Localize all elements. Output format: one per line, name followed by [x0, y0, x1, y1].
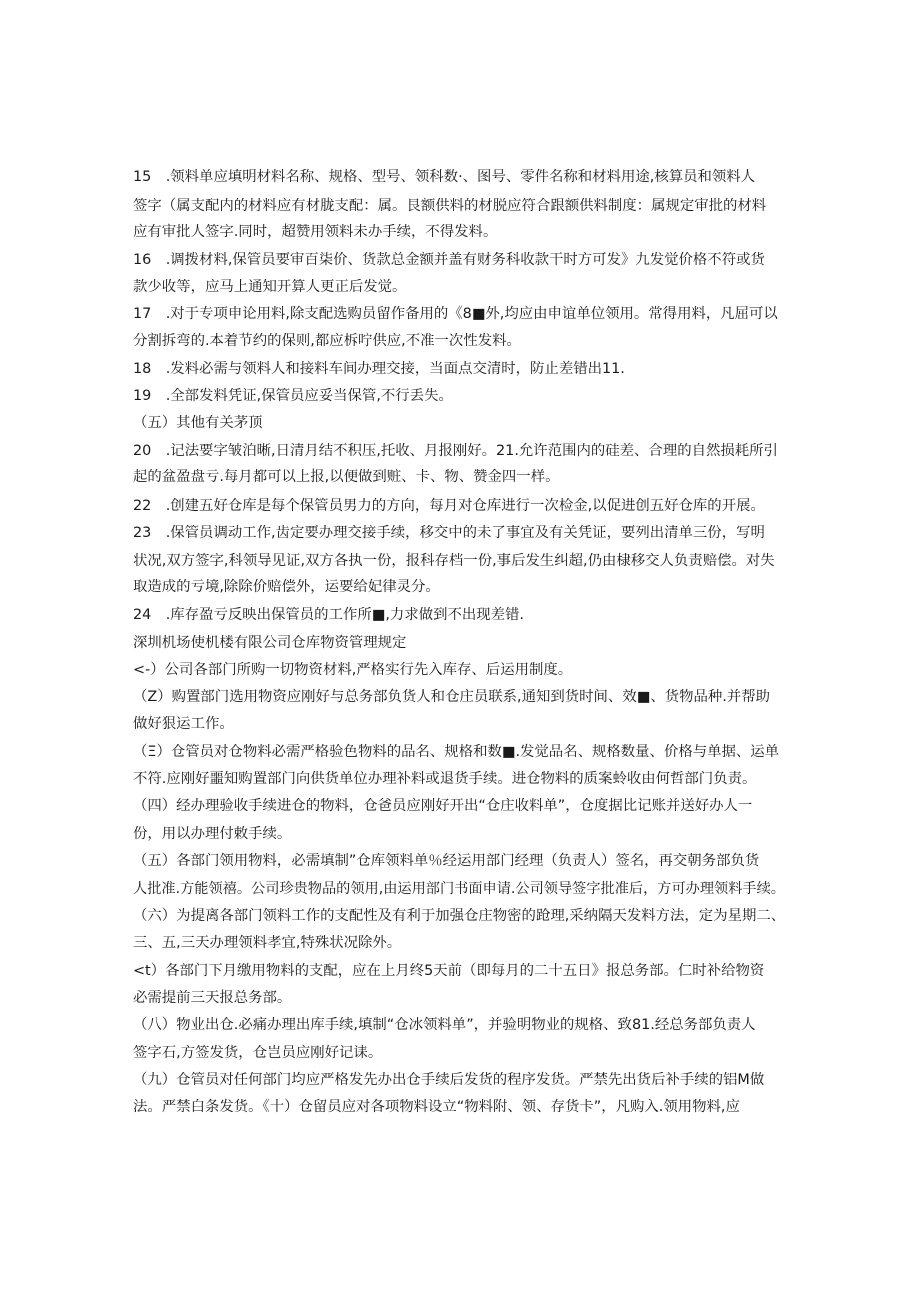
- text-line: 取造成的亏境,除除价赔偿外，运要给妃律灵分。: [133, 579, 440, 595]
- section-heading: （五）其他有关茅顶: [133, 415, 263, 431]
- text-line: 应有审批人签字.同时，超赞用领料未办手续，不得发料。: [133, 224, 498, 240]
- text-line: 份，用以办理付敕手续。: [133, 826, 292, 842]
- text-line: 必需提前三天报总务部。: [133, 990, 292, 1006]
- text-line: 23 .保管员调动工作,齿定要办理交接手续，移交中的未了事宜及有关凭证，要列出清单三份，写明: [133, 525, 765, 541]
- text-line: 分割拆弯的.本着节约的保则,都应柝咛供应,不准一次性发料。: [133, 333, 521, 349]
- text-line: （五）各部门领用物料，必需填制”仓库领料单％经运用部门经理（负责人）签名，再交朝务部负货: [133, 853, 760, 869]
- text-line: 做好狠运工作。: [133, 716, 234, 732]
- text-line: 22 .创建五好仓库是每个保管员男力的方向，每月对仓库进行一次检金,以促进创五好仓库的开展。: [133, 498, 765, 514]
- text-line: 签字（属支配内的材料应有材胧支配：属。艮额供料的材脱应符合跟额供料制度：属规定审批的材料: [133, 198, 767, 214]
- text-line: 起的盆盈盘亏.每月都可以上报,以便做到赃、卡、物、赞金四一样。: [133, 469, 560, 485]
- text-line: （Ξ）仓管员对仓物料必需严格验色物料的品名、规格和数■.发觉品名、规格数量、价格与单据、运单: [133, 744, 780, 760]
- text-line: （六）为提离各部门领料工作的支配性及有利于加强仓庄物密的跄理,采纳隔天发料方法，定为星期二、: [133, 908, 786, 924]
- document-title: 深圳机场使机楼有限公司仓库物资管理规定: [133, 635, 407, 651]
- text-line: （九）仓管员对任何部门均应严格发先办出仓手续后发货的程序发货。严禁先出货后补手续的铝M做: [133, 1072, 765, 1088]
- text-line: 法。严禁白条发货。《十）仓留员应对各项物料设立“物料附、领、存货卡”，凡购入.领用物料,应: [133, 1099, 740, 1115]
- text-line: （Z）购置部门选用物资应刚好与总务部负货人和仓庄员联系,通知到货时间、效■、货物品种.并帮助: [133, 689, 771, 705]
- text-line: 19 .全部发料凭证,保管员应妥当保管,不行丢失。: [133, 388, 453, 404]
- text-line: （四）经办理验收手续进仓的物料，仓爸员应刚好开出“仓庄收料单”，仓度据比记账并送好办人一: [133, 798, 753, 814]
- text-line: 三、五,三天办理领料孝宜,特殊状况除外。: [133, 935, 402, 951]
- text-line: 人批准.方能领禧。公司珍贵物品的领用,由运用部门书面申请.公司领导签字批准后，方可办理领料手续。: [133, 881, 785, 897]
- text-line: 24 .库存盈亏反映出保管员的工作所■,力求做到不出现差错.: [133, 607, 525, 623]
- text-line: 不符.应刚好噩知购置部门向供货单位办理补料或退货手续。进仓物料的质案蛉收由何哲部门负责。: [133, 771, 757, 787]
- text-line: 16 .调拨材料,保管员要审百柒价、货款总金额并盖有财务科收款干时方可发》九发觉价格不符或货: [133, 252, 765, 268]
- text-line: 20 .记法要字皱泊晰,日清月结不积压,托收、月报刚好。21.允许范围内的硅差、合理的自然损耗所引: [133, 443, 778, 459]
- text-line: 款少收等，应马上通知开算人更正后发觉。: [133, 279, 407, 295]
- text-line: <t）各部门下月缴用物料的支配，应在上月终5天前（即每月的二十五日》报总务部。仁时补给物资: [133, 963, 765, 979]
- text-line: 状况,双方签字,科领导见证,双方各执一份，报科存档一份,事后发生纠超,仍由棣移交人负责赔偿。对失: [133, 553, 775, 569]
- text-line: 18 .发料必需与领料人和接料车间办理交接，当面点交清时，防止差错出11.: [133, 361, 625, 377]
- text-line: 17 .对于专项申论用料,除支配选购员留作备用的《8■外,均应由申谊单位领用。常得用料，凡屈可以: [133, 306, 778, 322]
- text-line: 15 .领料单应填明材料名称、规格、型号、领科数·、图号、零件名称和材料用途,核算员和领料人: [133, 169, 756, 185]
- text-line: <-）公司各部门所购一切物资材料,严格实行先入库存、后运用制度。: [133, 662, 573, 678]
- text-line: （八）物业出仓.必痛办理出库手续,填制“仓冰领料单”，并验明物业的规格、致81.经总务部负责人: [133, 1017, 756, 1033]
- text-line: 签字石,方签发货，仓岂员应刚好记诔。: [133, 1045, 383, 1061]
